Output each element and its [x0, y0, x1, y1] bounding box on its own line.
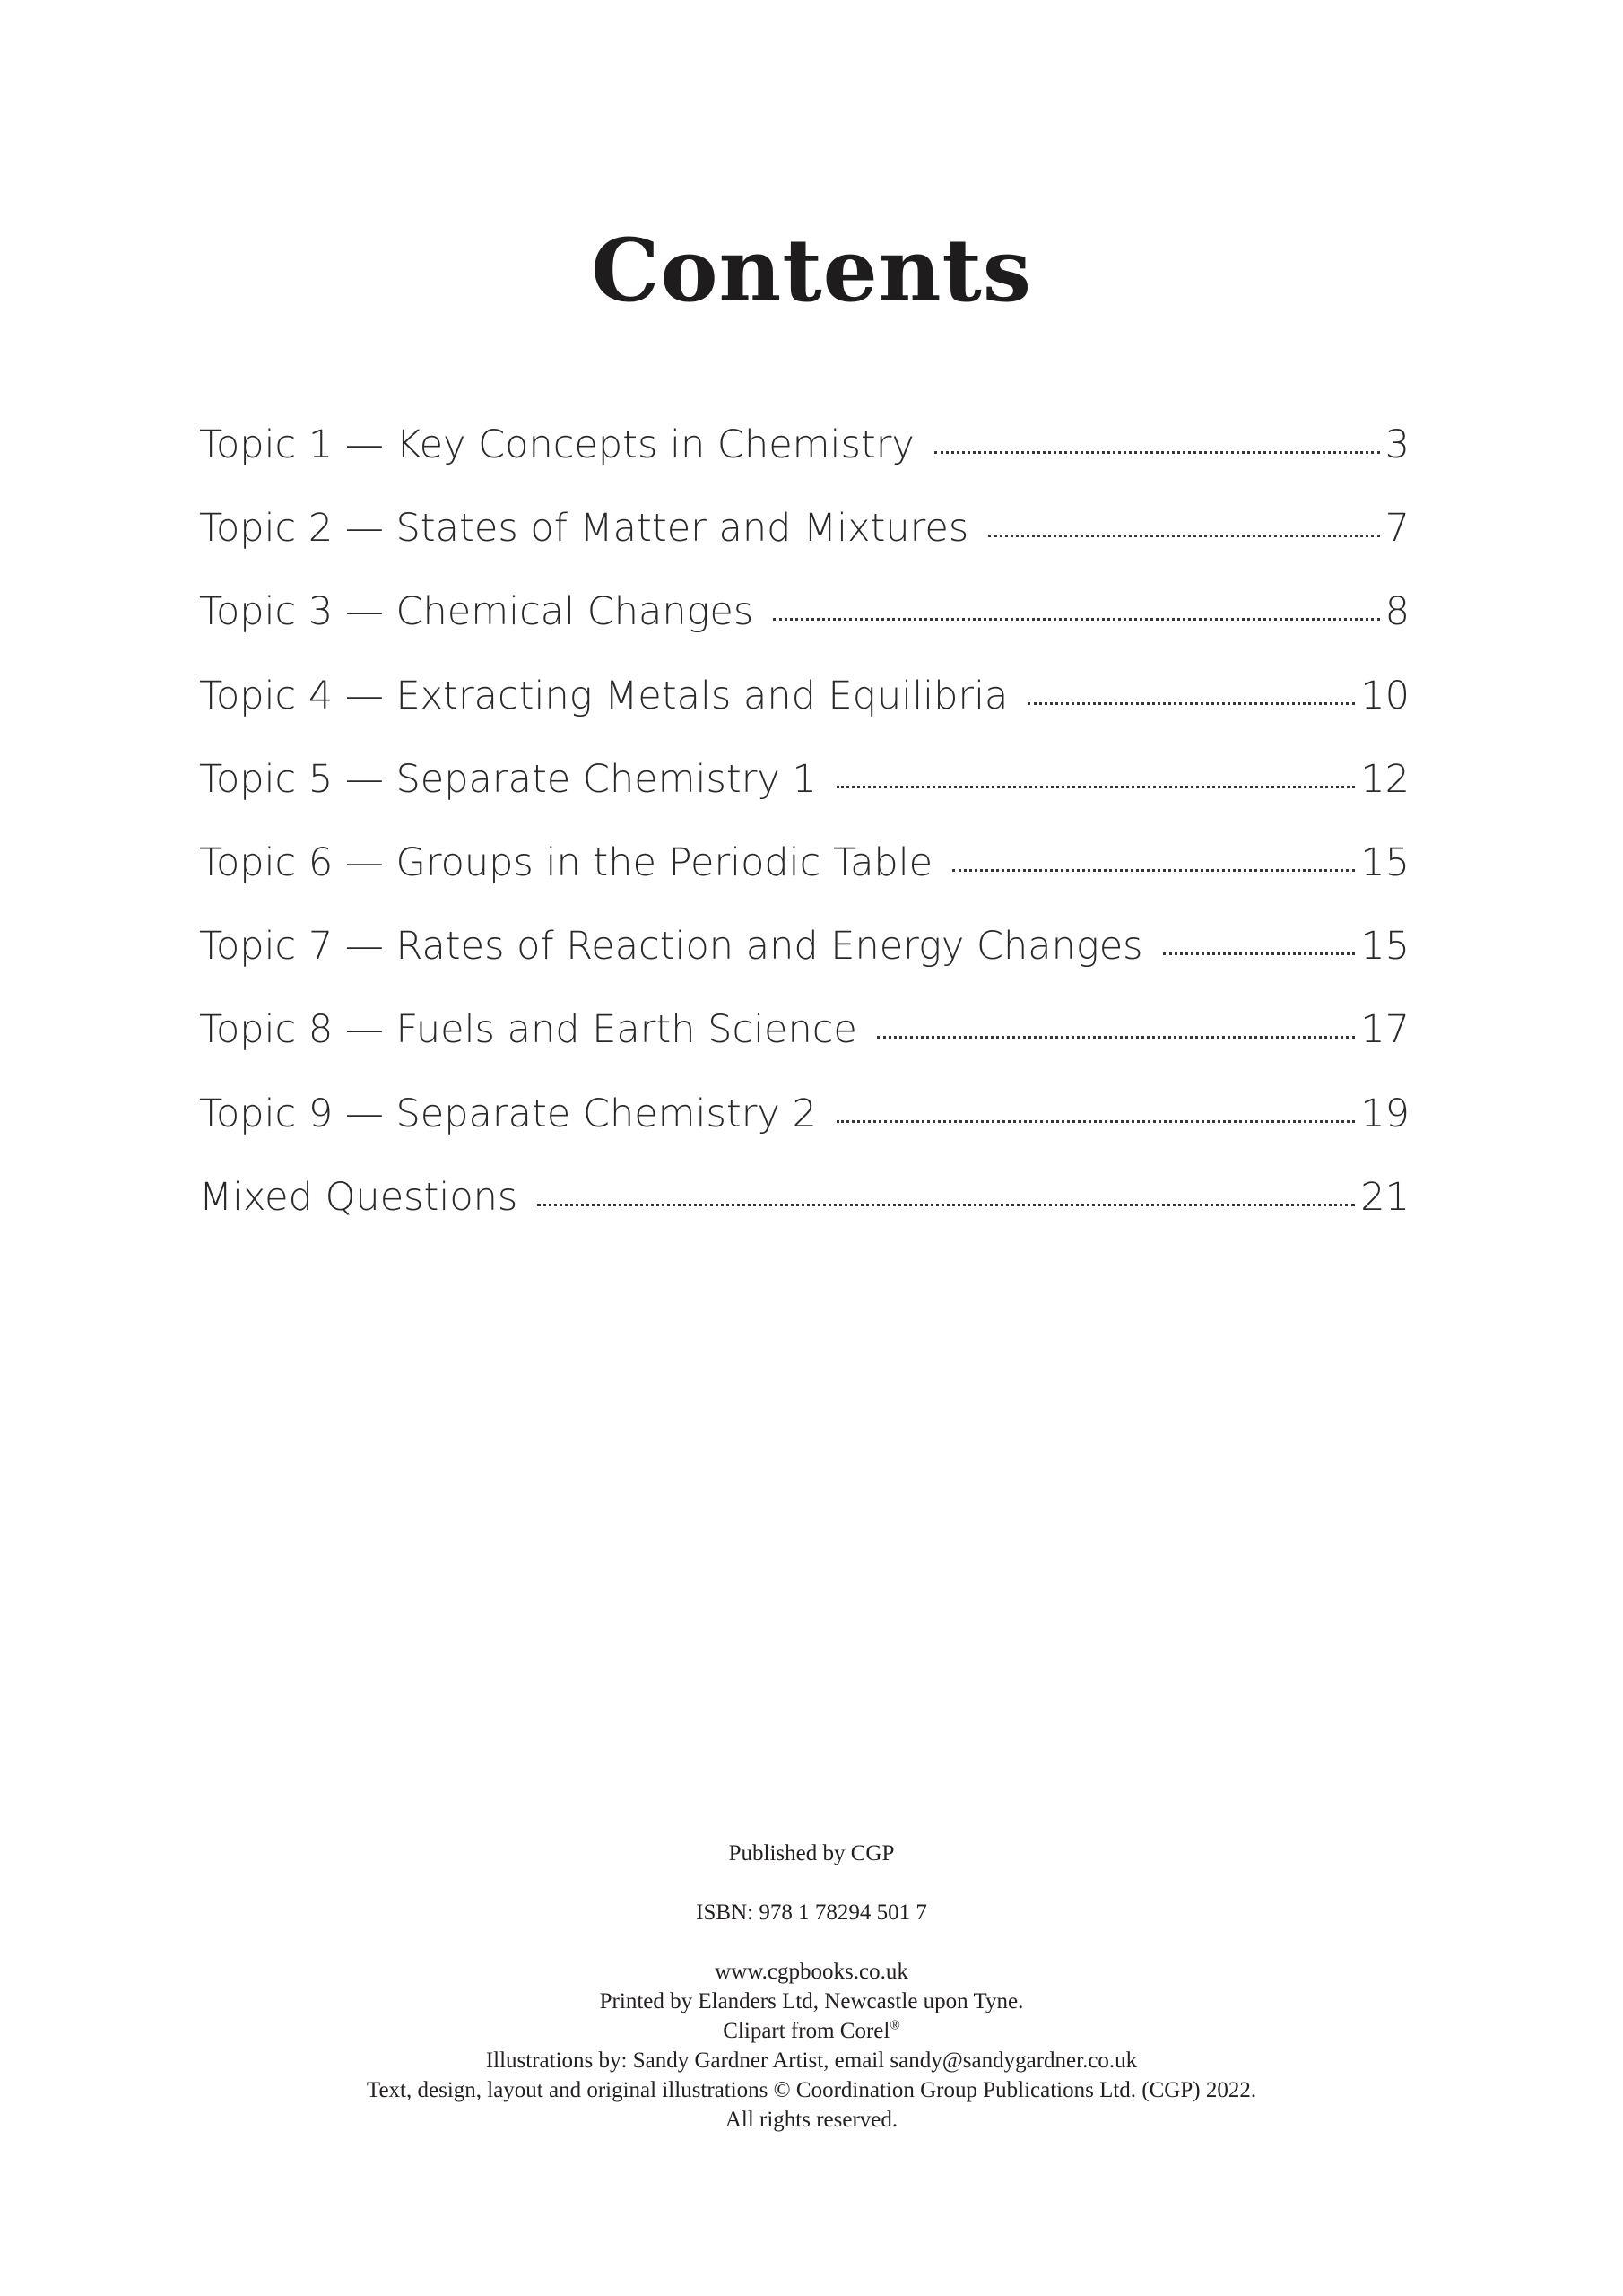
toc-entry-topic-8[interactable]	[199, 988, 1410, 1072]
toc-entry-page: 7	[1384, 506, 1410, 552]
printer-line: Printed by Elanders Ltd, Newcastle upon Tyne.	[599, 1989, 1024, 2013]
page-title: Contents	[591, 220, 1032, 322]
dot-leader	[1163, 952, 1356, 955]
toc-entry-label: Topic 1 — Key Concepts in Chemistry	[199, 422, 915, 467]
toc-entry-label: Topic 8 — Fuels and Earth Science	[199, 1007, 857, 1053]
website-line: www.cgpbooks.co.uk	[715, 1960, 908, 1984]
toc-entry-topic-2[interactable]	[199, 487, 1410, 570]
toc-entry-page: 21	[1360, 1174, 1410, 1220]
copyright-line: Text, design, layout and original illustrations © Coordination Group Publications Ltd. (CGP) 2022.	[366, 2078, 1257, 2102]
table-of-contents	[199, 404, 1410, 1239]
toc-entry-mixed-questions[interactable]	[199, 1156, 1410, 1239]
toc-entry-topic-5[interactable]	[199, 738, 1410, 822]
dot-leader	[837, 1120, 1355, 1123]
dot-leader	[877, 1036, 1355, 1039]
rights-line: All rights reserved.	[725, 2108, 898, 2132]
dot-leader	[1028, 702, 1355, 705]
dot-leader	[934, 451, 1380, 454]
publisher-line: Published by CGP	[728, 1841, 895, 1866]
toc-entry-label: Topic 9 — Separate Chemistry 2	[199, 1091, 817, 1136]
toc-entry-page: 10	[1360, 673, 1410, 718]
toc-entry-label: Topic 7 — Rates of Reaction and Energy Changes	[199, 924, 1143, 970]
toc-entry-label: Mixed Questions	[199, 1174, 518, 1220]
toc-entry-page: 8	[1384, 589, 1410, 635]
toc-entry-label: Topic 5 — Separate Chemistry 1	[199, 756, 817, 802]
toc-entry-topic-1[interactable]	[199, 404, 1410, 487]
toc-entry-label: Topic 3 — Chemical Changes	[199, 589, 754, 635]
toc-entry-topic-6[interactable]	[199, 822, 1410, 905]
clipart-text: Clipart from Corel	[723, 2019, 890, 2043]
dot-leader	[988, 535, 1379, 537]
toc-entry-topic-9[interactable]	[199, 1073, 1410, 1156]
toc-entry-topic-7[interactable]	[199, 905, 1410, 988]
toc-entry-page: 3	[1384, 422, 1410, 467]
dot-leader	[537, 1204, 1355, 1206]
dot-leader	[952, 869, 1355, 872]
isbn-line: ISBN: 978 1 78294 501 7	[696, 1900, 927, 1925]
toc-entry-page: 12	[1360, 756, 1410, 802]
toc-entry-page: 19	[1360, 1091, 1410, 1136]
toc-entry-label: Topic 6 — Groups in the Periodic Table	[199, 839, 933, 885]
toc-entry-topic-3[interactable]	[199, 570, 1410, 654]
illustrations-line: Illustrations by: Sandy Gardner Artist, email sandy@sandygardner.co.uk	[485, 2048, 1138, 2073]
toc-entry-page: 17	[1360, 1007, 1410, 1053]
dot-leader	[773, 618, 1379, 621]
toc-entry-topic-4[interactable]	[199, 655, 1410, 738]
toc-entry-label: Topic 2 — States of Matter and Mixtures	[199, 506, 969, 552]
dot-leader	[837, 786, 1355, 788]
toc-entry-label: Topic 4 — Extracting Metals and Equilibria	[199, 673, 1009, 718]
publisher-imprint	[0, 1839, 1623, 2135]
toc-entry-page: 15	[1360, 839, 1410, 885]
toc-entry-page: 15	[1360, 924, 1410, 970]
clipart-line	[0, 2016, 1623, 2046]
registered-mark: ®	[890, 2018, 900, 2033]
